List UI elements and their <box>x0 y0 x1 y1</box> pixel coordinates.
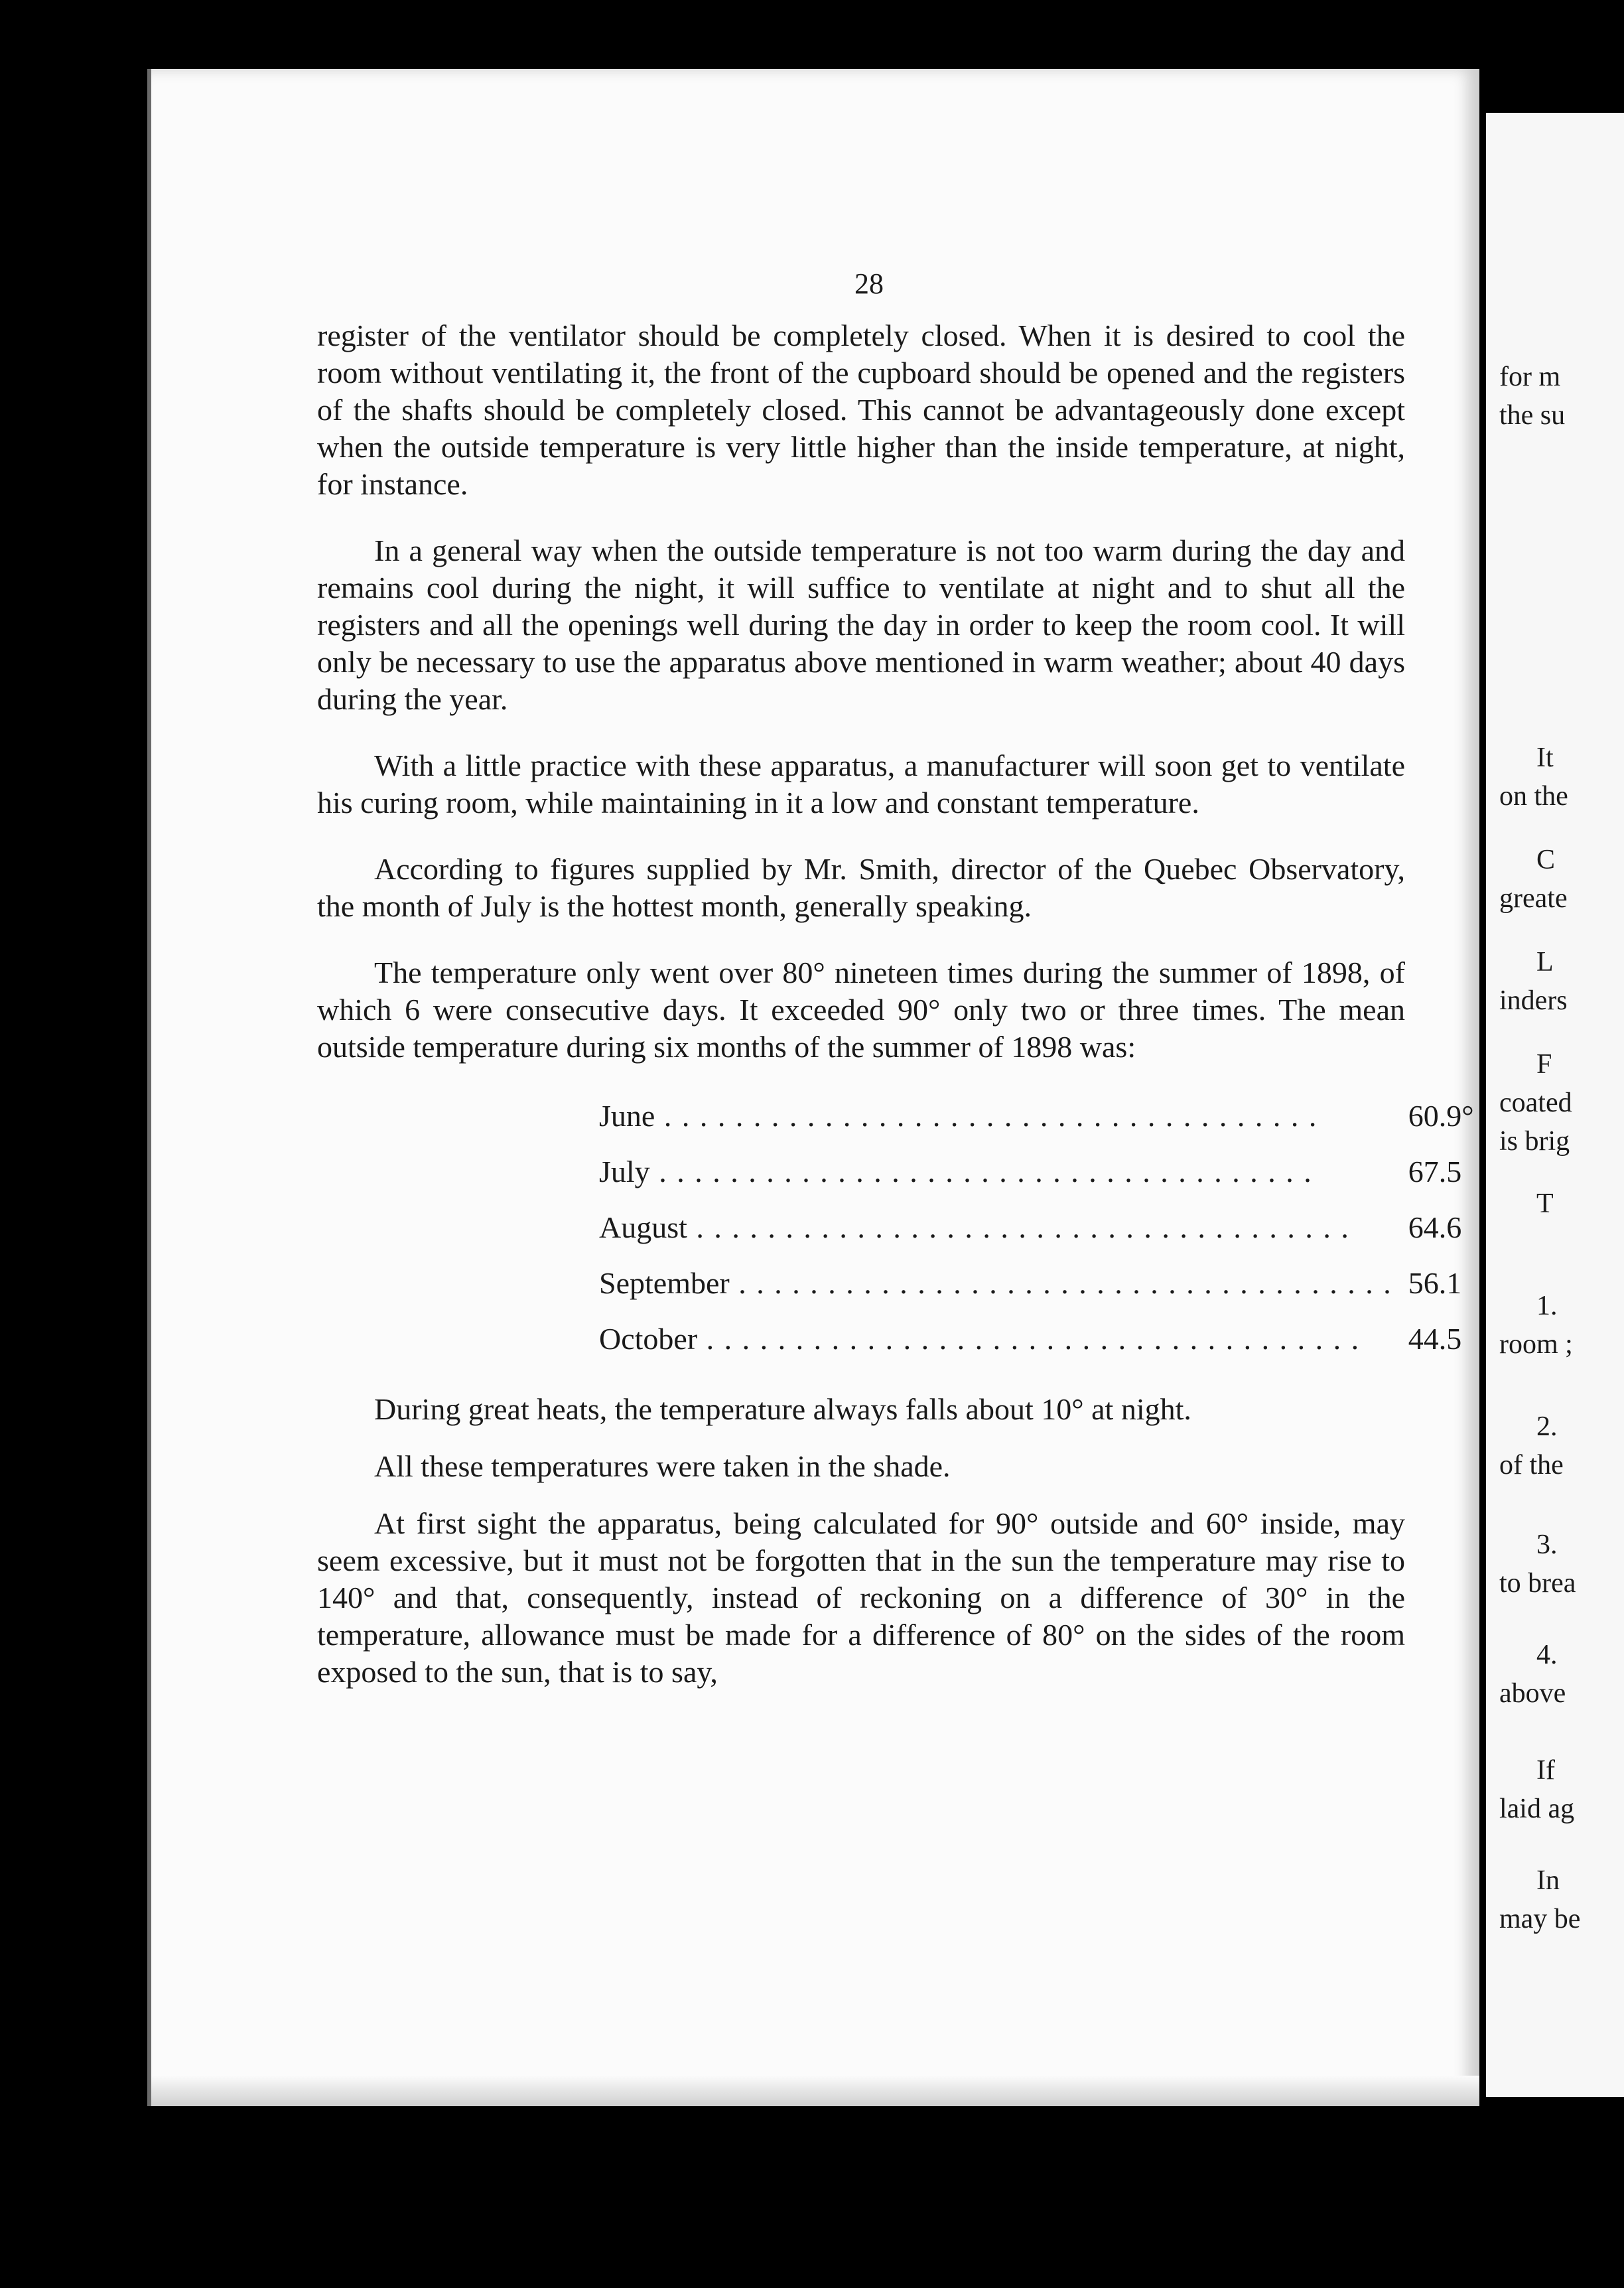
paragraph-8: At first sight the apparatus, being calculated for 90° outside and 60° inside, may seem excessive, but it must not be forgotten that in the sun the temperature may rise to 140° and that, consequently, instead of reckoning on a difference of 30° in the temperature, allowance must be made for a difference of 80° on the sides of the room exposed to the sun, that is to say, <box>317 1506 1405 1689</box>
temperature-value: 67.5 <box>1408 1155 1462 1188</box>
right-fragment: 3. <box>1536 1530 1558 1560</box>
table-row <box>599 1311 1474 1367</box>
right-fragment: of the <box>1499 1450 1564 1480</box>
right-fragment: coated <box>1499 1088 1572 1118</box>
right-fragment: is brig <box>1499 1126 1570 1157</box>
right-fragment: inders <box>1499 985 1568 1016</box>
right-fragment: laid ag <box>1499 1794 1575 1824</box>
right-fragment: above <box>1499 1678 1566 1709</box>
right-fragment: greate <box>1499 883 1568 914</box>
right-fragment: on the <box>1499 781 1568 812</box>
right-fragment: C <box>1536 845 1556 875</box>
month-label: September . . . <box>599 1255 1392 1311</box>
right-fragment: 4. <box>1536 1640 1558 1670</box>
month-label: June . . . <box>599 1088 1392 1144</box>
right-fragment: may be <box>1499 1904 1581 1934</box>
temperature-value: 60.9° <box>1408 1099 1474 1133</box>
page-body <box>317 317 1474 1720</box>
page-number: 28 <box>854 267 884 300</box>
paragraph-2: In a general way when the outside temperature is not too warm during the day and remains cool during the night, it will suffice to ventilate at night and to shut all the registers and all the openings well during the day in order to keep the room cool. It will only be necessary to use the apparatus above mentioned in warm weather; about 40 days during the year. <box>317 534 1405 716</box>
right-fragment: for m <box>1499 362 1561 392</box>
table-row <box>599 1088 1474 1144</box>
table-row <box>599 1144 1474 1200</box>
table-row <box>599 1200 1474 1255</box>
right-fragment: L <box>1536 947 1554 977</box>
right-fragment: In <box>1536 1865 1560 1896</box>
right-fragment: the su <box>1499 400 1566 431</box>
paragraph-6: During great heats, the temperature always falls about 10° at night. <box>374 1392 1191 1426</box>
temperature-value: 56.1 <box>1408 1266 1462 1300</box>
paragraph-1: register of the ventilator should be completely closed. When it is desired to cool the room without ventilating it, the front of the cupboard should be opened and the registers of the shafts should be completely closed. This cannot be advantageously done except when the outside temperature is very little higher than the inside temperature, at night, for instance. <box>317 319 1405 501</box>
right-fragment: room ; <box>1499 1329 1573 1360</box>
temperature-value: 44.5 <box>1408 1322 1462 1356</box>
right-fragment: It <box>1536 743 1554 773</box>
month-label: August . . . <box>599 1200 1392 1255</box>
right-fragment: 2. <box>1536 1411 1558 1442</box>
right-fragment: If <box>1536 1755 1555 1786</box>
right-fragment: 1. <box>1536 1291 1558 1321</box>
month-label: July . . . <box>599 1144 1392 1200</box>
right-fragment: F <box>1536 1049 1552 1080</box>
table-row <box>599 1255 1474 1311</box>
month-label: October . . . <box>599 1311 1392 1367</box>
paragraph-5: The temperature only went over 80° nineteen times during the summer of 1898, of which 6 were consecutive days. It exceeded 90° only two or three times. The mean outside temperature during six months of the summer of 1898 was: <box>317 956 1405 1064</box>
right-fragment: to brea <box>1499 1568 1576 1599</box>
temperature-value: 64.6 <box>1408 1210 1462 1244</box>
right-fragment: T <box>1536 1188 1554 1219</box>
paragraph-3: With a little practice with these apparatus, a manufacturer will soon get to ventilate his curing room, while maintaining in it a low and constant temperature. <box>317 749 1405 820</box>
paragraph-4: According to figures supplied by Mr. Smith, director of the Quebec Observatory, the month of July is the hottest month, generally speaking. <box>317 852 1405 923</box>
temperature-table <box>599 1088 1474 1367</box>
right-page <box>1486 113 1624 2097</box>
paragraph-7: All these temperatures were taken in the shade. <box>374 1449 951 1483</box>
